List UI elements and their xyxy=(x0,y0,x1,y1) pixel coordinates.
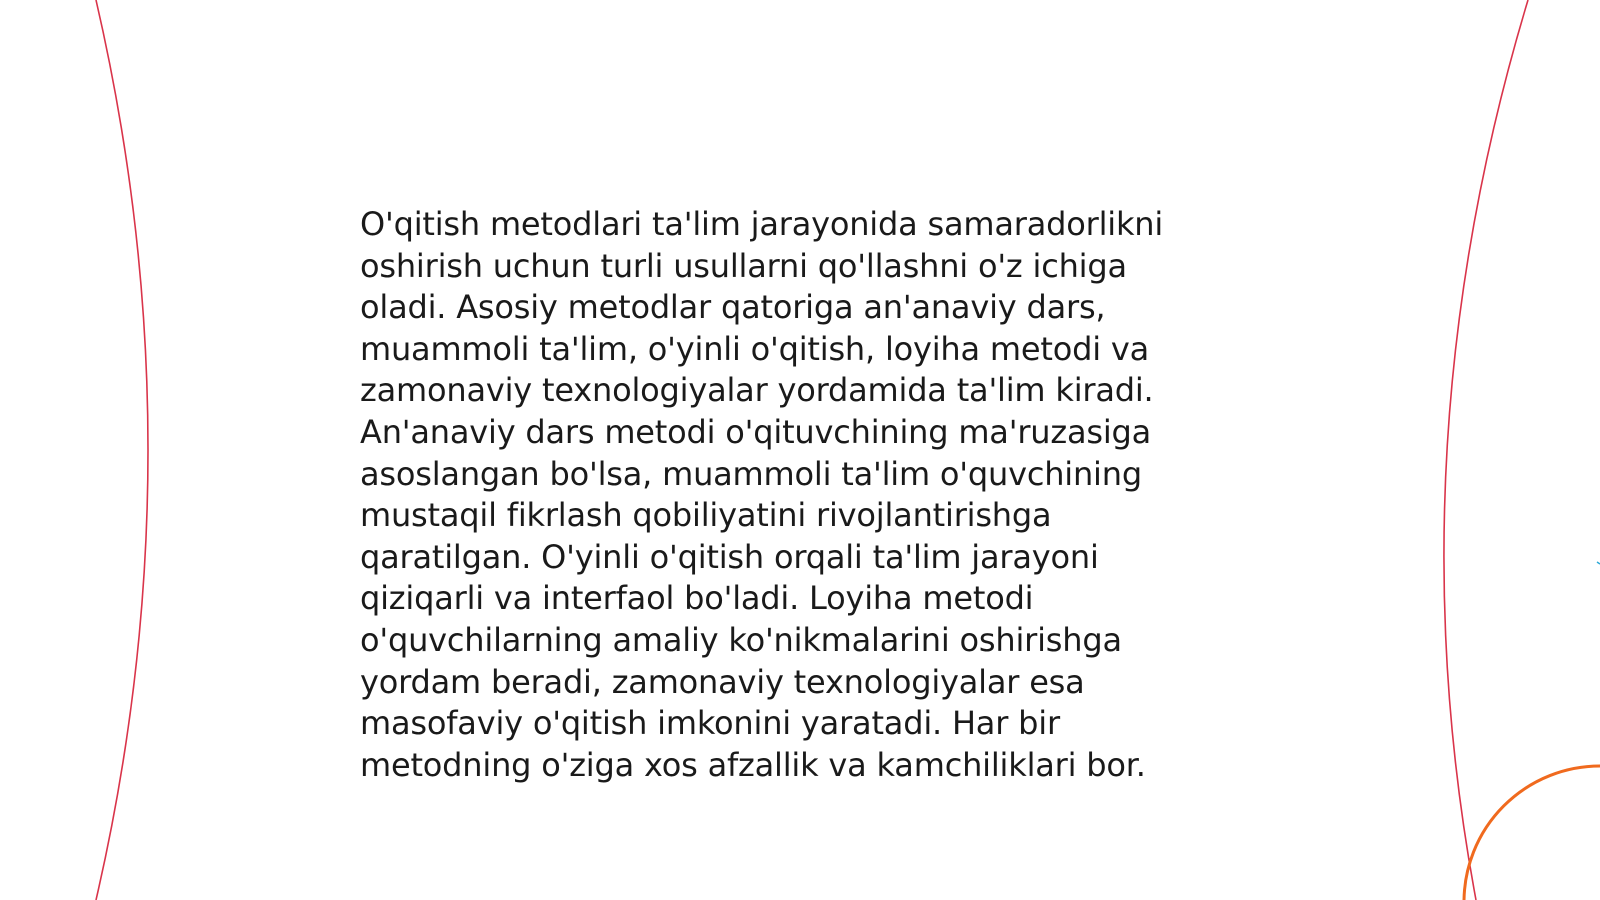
body-paragraph: O'qitish metodlari ta'lim jarayonida samaradorlikni oshirish uchun turli usullarni qo'llashni o'z ichiga oladi. Asosiy metodlar qatoriga an'anaviy dars, muammoli ta'lim, o'yinli o'qitish, loyiha metodi va zamonaviy texnologiyalar yordamida ta'lim kiradi. An'anaviy dars metodi o'qituvchining ma'ruzasiga asoslangan bo'lsa, muammoli ta'lim o'quvchining mustaqil fikrlash qobiliyatini rivojlantirishga qaratilgan. O'yinli o'qitish orqali ta'lim jarayoni qiziqarli va interfaol bo'ladi. Loyiha metodi o'quvchilarning amaliy ko'nikmalarini oshirishga yordam beradi, zamonaviy texnologiyalar esa masofaviy o'qitish imkonini yaratadi. Har bir metodning o'ziga xos afzallik va kamchiliklari bor. xyxy=(360,205,1164,784)
right-arc-line xyxy=(1444,0,1528,900)
orange-circle-outline xyxy=(1464,766,1600,900)
left-arc-line xyxy=(96,0,148,900)
